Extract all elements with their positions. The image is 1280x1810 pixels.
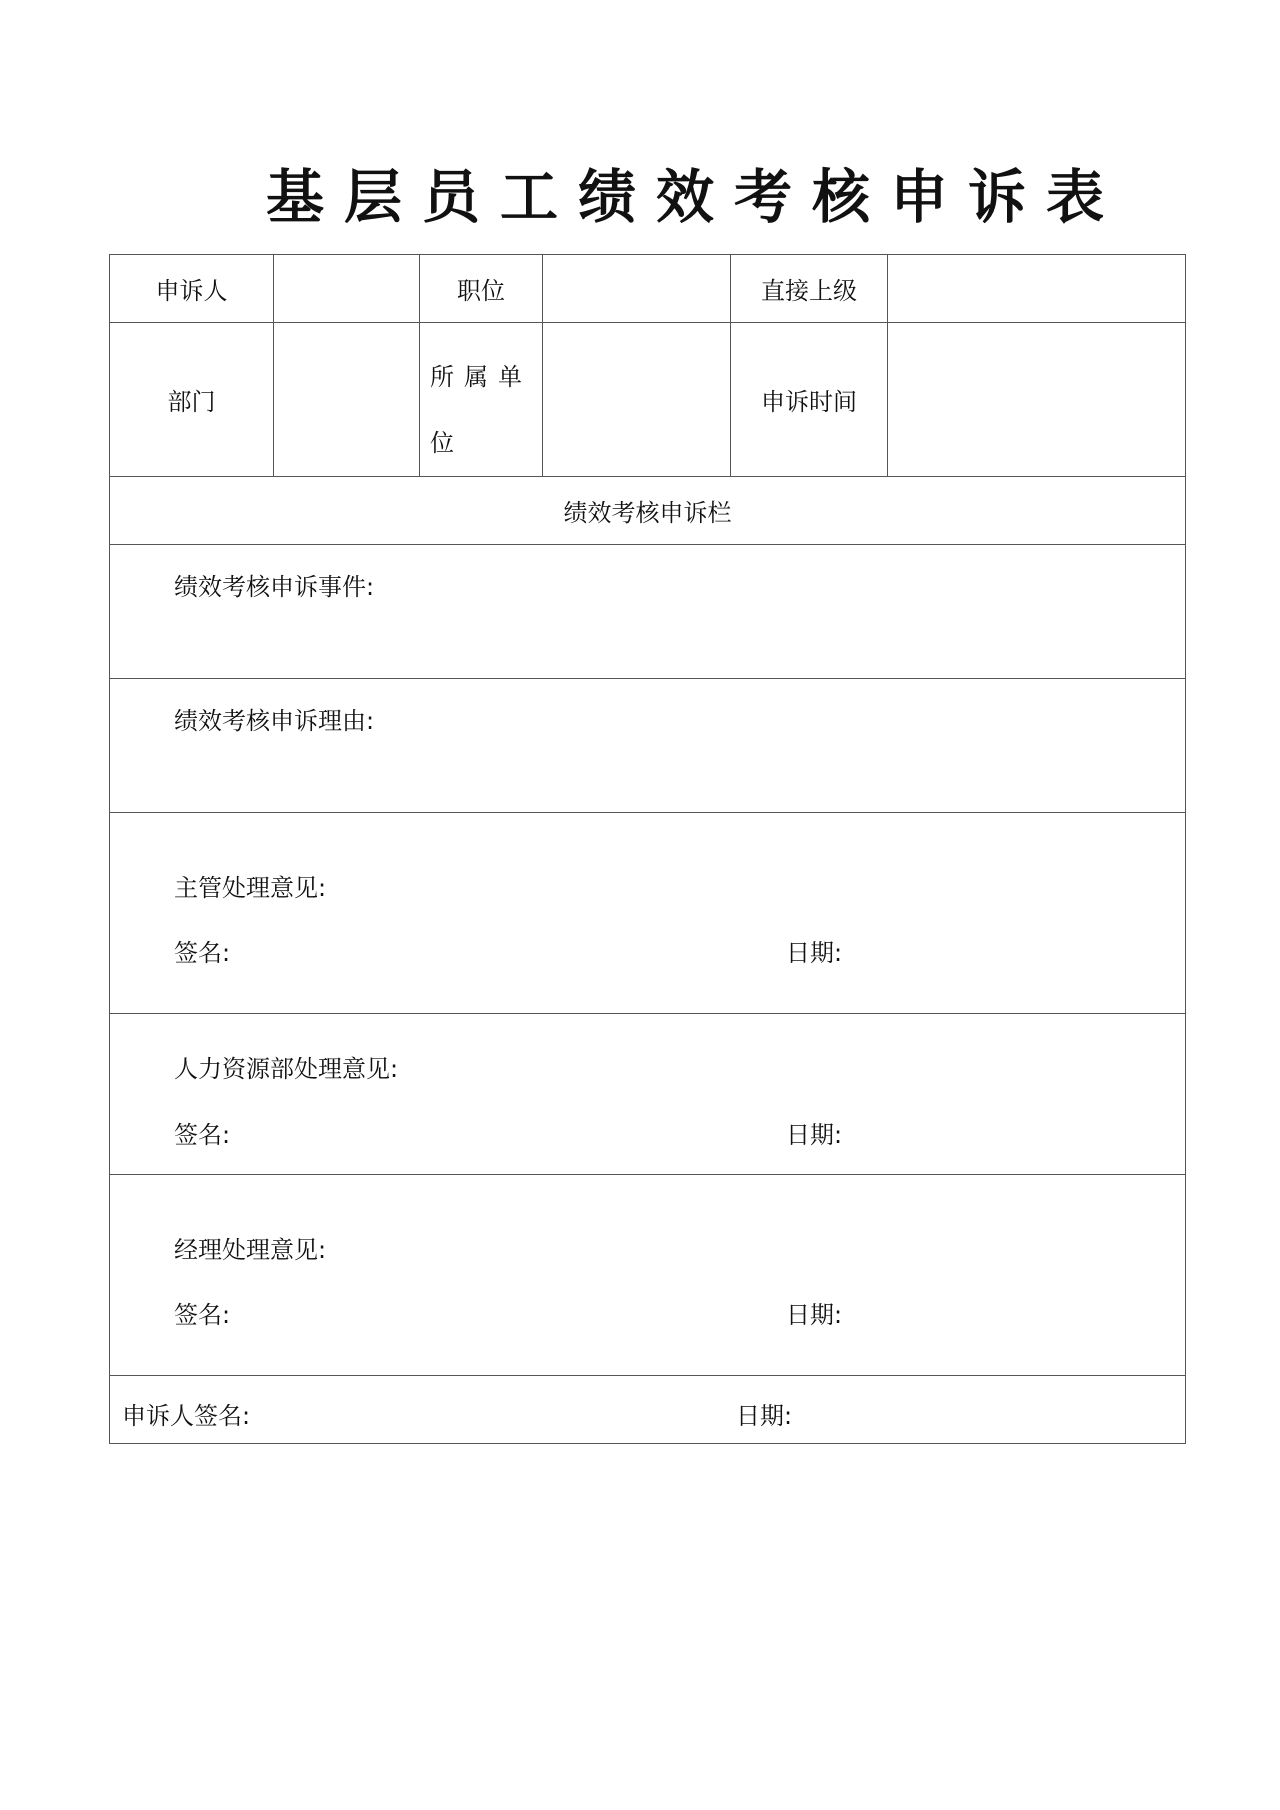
hr-date-label: 日期:: [786, 1121, 843, 1149]
supervisor-opinion-label: 主管处理意见:: [174, 874, 327, 902]
header-row-2: [110, 323, 1186, 477]
manager-opinion-label: 经理处理意见:: [174, 1236, 327, 1264]
supervisor-date-label: 日期:: [786, 939, 843, 967]
manager-opinion-box[interactable]: [110, 1175, 1186, 1376]
section-title: 绩效考核申诉栏: [110, 477, 1186, 545]
footer-box[interactable]: [110, 1376, 1186, 1444]
position-label: 职位: [420, 255, 543, 323]
header-row-1: [110, 255, 1186, 323]
hr-opinion-box[interactable]: [110, 1014, 1186, 1175]
section-title-row: [110, 477, 1186, 545]
event-box[interactable]: [110, 545, 1186, 679]
reason-row: [110, 679, 1186, 813]
hr-opinion-row: [110, 1014, 1186, 1175]
hr-opinion-label: 人力资源部处理意见:: [174, 1055, 399, 1083]
department-label: 部门: [110, 323, 274, 477]
supervisor-opinion-row: [110, 813, 1186, 1014]
appeal-form-table: [109, 254, 1186, 1444]
hr-sign-label: 签名:: [174, 1121, 231, 1149]
unit-label: 所属单位: [420, 323, 543, 477]
appellant-sign-label: 申诉人签名:: [122, 1402, 251, 1430]
supervisor-sign-label: 签名:: [174, 939, 231, 967]
appeal-time-label: 申诉时间: [731, 323, 888, 477]
supervisor-label: 直接上级: [731, 255, 888, 323]
footer-row: [110, 1376, 1186, 1444]
reason-box[interactable]: [110, 679, 1186, 813]
reason-label: 绩效考核申诉理由:: [174, 707, 375, 735]
position-field[interactable]: [543, 255, 731, 323]
department-field[interactable]: [274, 323, 420, 477]
manager-opinion-row: [110, 1175, 1186, 1376]
unit-field[interactable]: [543, 323, 731, 477]
appellant-label: 申诉人: [110, 255, 274, 323]
event-label: 绩效考核申诉事件:: [174, 573, 375, 601]
footer-date-label: 日期:: [736, 1402, 793, 1430]
appeal-time-field[interactable]: [888, 323, 1186, 477]
event-row: [110, 545, 1186, 679]
manager-sign-label: 签名:: [174, 1301, 231, 1329]
supervisor-opinion-box[interactable]: [110, 813, 1186, 1014]
appellant-field[interactable]: [274, 255, 420, 323]
supervisor-field[interactable]: [888, 255, 1186, 323]
manager-date-label: 日期:: [786, 1301, 843, 1329]
form-title: 基层员工绩效考核申诉表: [265, 163, 1124, 231]
